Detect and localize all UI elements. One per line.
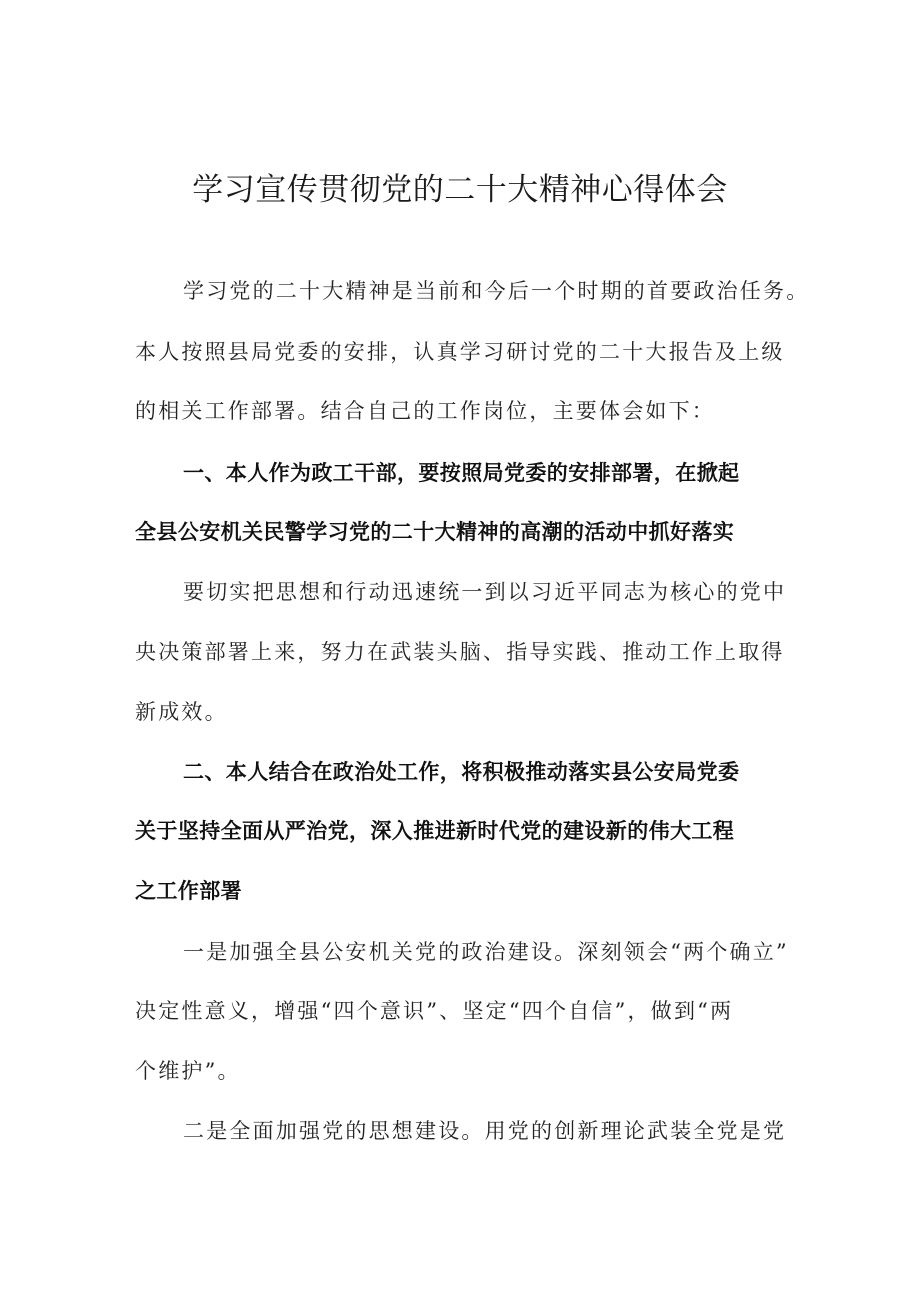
paragraph-1-line-3: 新成效。 (135, 700, 228, 724)
document-title: 学习宣传贯彻党的二十大精神心得体会 (192, 172, 728, 208)
section-heading-2-line-2: 关于坚持全面从严治党，深入推进新时代党的建设新的伟大工程 (135, 819, 735, 843)
paragraph-3-line-1: 二是全面加强党的思想建设。用党的创新理论武装全党是党 (183, 1119, 787, 1143)
section-heading-1-line-2: 全县公安机关民警学习党的二十大精神的高潮的活动中抓好落实 (135, 520, 735, 544)
paragraph-2-line-2: 决定性意义，增强“四个意识”、坚定“四个自信”，做到“两 (135, 999, 734, 1023)
paragraph-1-line-2: 央决策部署上来，努力在武装头脑、指导实践、推动工作上取得 (135, 640, 785, 664)
section-heading-2-line-1: 二、本人结合在政治处工作，将积极推动落实县公安局党委 (183, 760, 740, 784)
paragraph-intro-line-2: 本人按照县局党委的安排，认真学习研讨党的二十大报告及上级 (135, 340, 785, 364)
paragraph-2-line-1: 一是加强全县公安机关党的政治建设。深刻领会“两个确立” (183, 940, 789, 964)
paragraph-1-line-1: 要切实把思想和行动迅速统一到以习近平同志为核心的党中 (183, 580, 787, 604)
section-heading-2-line-3: 之工作部署 (135, 879, 242, 903)
paragraph-intro-line-3: 的相关工作部署。结合自己的工作岗位，主要体会如下： (135, 399, 715, 423)
section-heading-1-line-1: 一、本人作为政工干部，要按照局党委的安排部署，在掀起 (183, 461, 740, 485)
paragraph-2-line-3: 个维护”。 (135, 1059, 241, 1083)
paragraph-intro-line-1: 学习党的二十大精神是当前和今后一个时期的首要政治任务。 (183, 279, 810, 303)
